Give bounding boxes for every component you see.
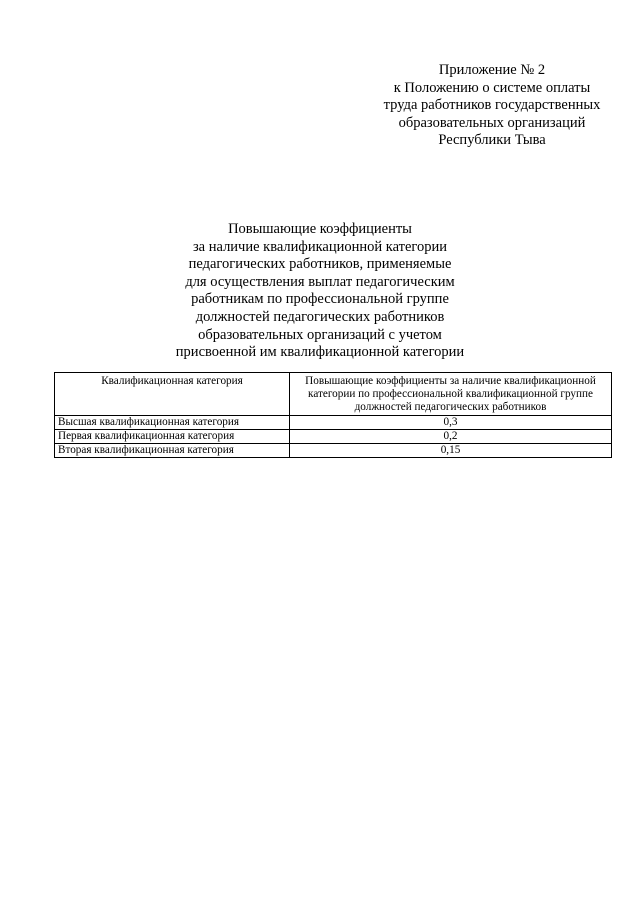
table-row	[55, 430, 612, 444]
title-line: должностей педагогических работников	[195, 308, 445, 325]
annex-line: труда работников государственных	[383, 97, 601, 114]
annex-line: Республики Тыва	[438, 132, 546, 149]
title-line: за наличие квалификационной категории	[192, 238, 448, 255]
title-line: педагогических работников, применяемые	[188, 256, 452, 273]
annex-line: Приложение № 2	[438, 62, 546, 78]
coefficient-cell: 0,2	[290, 430, 612, 444]
title-line: для осуществления выплат педагогическим	[185, 273, 455, 290]
table-header-row	[55, 373, 612, 416]
category-cell: Первая квалификационная категория	[55, 430, 290, 444]
header-coefficient: Повышающие коэффициенты за наличие квалификационной категории по профессиональной квалификационной группе должностей педагогических работников	[290, 373, 612, 416]
document-title	[150, 221, 490, 362]
title-line: работникам по профессиональной группе	[191, 291, 449, 308]
header-category: Квалификационная категория	[55, 373, 290, 416]
table-row	[55, 444, 612, 458]
annex-line: к Положению о системе оплаты	[393, 79, 591, 96]
category-cell: Высшая квалификационная категория	[55, 416, 290, 430]
annex-reference	[352, 62, 632, 150]
category-cell: Вторая квалификационная категория	[55, 444, 290, 458]
title-line: образовательных организаций с учетом	[198, 326, 442, 343]
annex-line: образовательных организаций	[398, 114, 586, 131]
coefficient-cell: 0,15	[290, 444, 612, 458]
coefficient-cell: 0,3	[290, 416, 612, 430]
table-row	[55, 416, 612, 430]
title-line: присвоенной им квалификационной категории	[175, 344, 465, 361]
coefficients-table	[54, 372, 612, 458]
title-line: Повышающие коэффициенты	[228, 221, 412, 237]
